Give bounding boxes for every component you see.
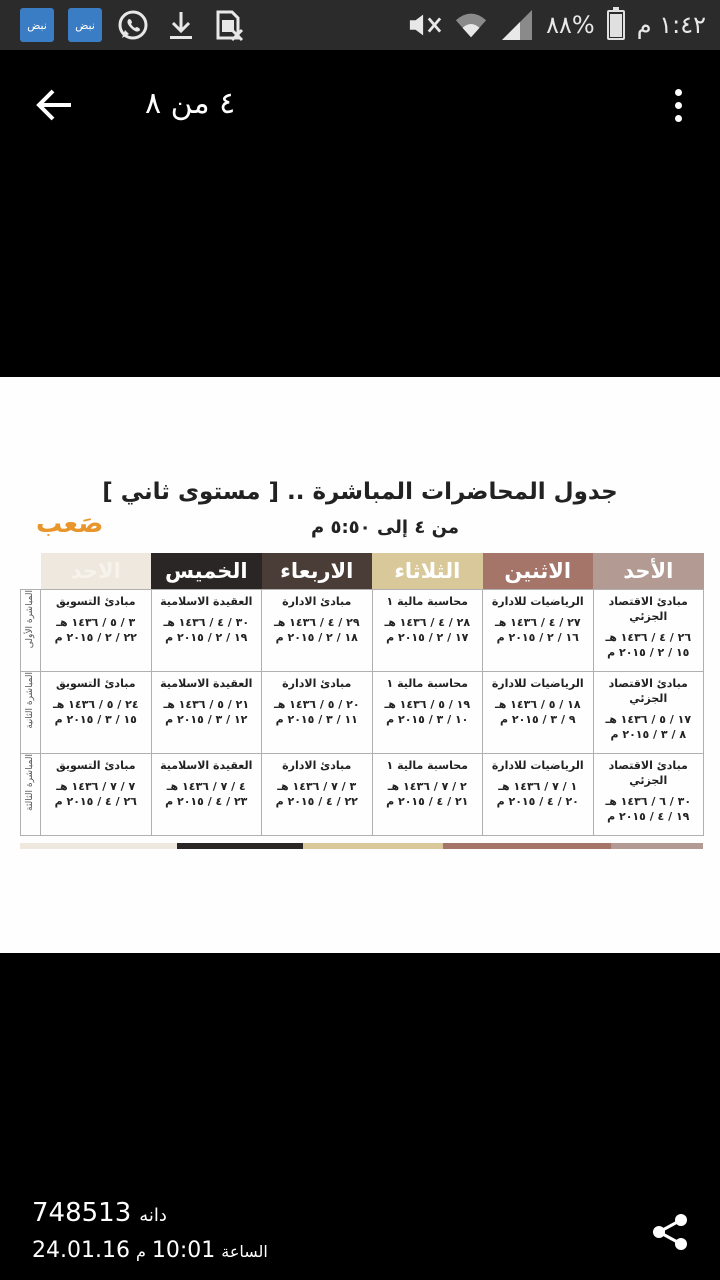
more-vert-icon bbox=[675, 89, 682, 96]
table-row bbox=[21, 753, 704, 835]
gregorian-date: ٢٠ / ٤ / ٢٠١٥ م bbox=[496, 794, 579, 808]
row-label bbox=[21, 671, 41, 753]
gregorian-date: ١٠ / ٣ / ٢٠١٥ م bbox=[386, 712, 469, 726]
hijri-date: ١ / ٧ / ١٤٣٦ هـ bbox=[498, 779, 578, 793]
course-name: محاسبة مالية ١ bbox=[386, 676, 468, 690]
course-name: محاسبة مالية ١ bbox=[386, 758, 468, 772]
battery-percent: ٨٨% bbox=[546, 11, 595, 39]
course-name: مبادئ التسويق bbox=[55, 594, 136, 608]
course-name: مبادئ الاقتصاد الجزئي bbox=[608, 758, 688, 787]
hijri-date: ٢ / ٧ / ١٤٣٦ هـ bbox=[387, 779, 467, 793]
hijri-date: ٧ / ٧ / ١٤٣٦ هـ bbox=[56, 779, 136, 793]
share-button[interactable] bbox=[650, 1212, 690, 1252]
gregorian-date: ١٥ / ٢ / ٢٠١٥ م bbox=[607, 645, 690, 659]
time-word: الساعة bbox=[221, 1242, 268, 1261]
points-row bbox=[32, 1198, 167, 1228]
color-stripe bbox=[443, 843, 611, 849]
course-name: العقيدة الاسلامية bbox=[160, 758, 253, 772]
post-datetime bbox=[32, 1238, 274, 1263]
schedule-subtitle: من ٤ إلى ٥:٥٠ م bbox=[311, 517, 459, 538]
lecture-cell bbox=[483, 671, 594, 753]
lecture-cell bbox=[262, 589, 373, 671]
gregorian-date: ٢٦ / ٤ / ٢٠١٥ م bbox=[54, 794, 137, 808]
hijri-date: ١٨ / ٥ / ١٤٣٦ هـ bbox=[494, 697, 581, 711]
hijri-date: ٢٤ / ٥ / ١٤٣٦ هـ bbox=[52, 697, 139, 711]
course-name: الرياضيات للادارة bbox=[491, 676, 584, 690]
hijri-date: ٢٨ / ٤ / ١٤٣٦ هـ bbox=[384, 615, 471, 629]
schedule-title: جدول المحاضرات المباشرة .. [ مستوى ثاني ] bbox=[102, 479, 618, 505]
lecture-cell bbox=[483, 589, 594, 671]
gregorian-date: ٢٢ / ٤ / ٢٠١٥ م bbox=[275, 794, 358, 808]
hijri-date: ٢٧ / ٤ / ١٤٣٦ هـ bbox=[494, 615, 581, 629]
course-name: مبادئ الادارة bbox=[282, 676, 352, 690]
row-label bbox=[21, 753, 41, 835]
row-label bbox=[21, 589, 41, 671]
gregorian-date: ٢١ / ٤ / ٢٠١٥ م bbox=[386, 794, 469, 808]
day-header: الاربعاء bbox=[262, 553, 373, 589]
wifi-icon bbox=[454, 8, 488, 42]
time-ampm: م bbox=[135, 1242, 146, 1261]
course-name: مبادئ الادارة bbox=[282, 758, 352, 772]
lecture-cell bbox=[593, 753, 704, 835]
lecture-cell bbox=[372, 753, 483, 835]
course-name: مبادئ الاقتصاد الجزئي bbox=[608, 594, 688, 623]
hijri-date: ٢٠ / ٥ / ١٤٣٦ هـ bbox=[273, 697, 360, 711]
notification-icons bbox=[20, 6, 246, 44]
image-counter: ٤ من ٨ bbox=[145, 86, 236, 121]
more-options-button[interactable] bbox=[666, 80, 690, 130]
gregorian-date: ١٦ / ٢ / ٢٠١٥ م bbox=[496, 630, 579, 644]
whatsapp-icon bbox=[116, 8, 150, 42]
hijri-date: ٣ / ٧ / ١٤٣٦ هـ bbox=[277, 779, 357, 793]
lecture-cell bbox=[483, 753, 594, 835]
color-stripe bbox=[303, 843, 443, 849]
battery-level bbox=[610, 14, 622, 37]
hijri-date: ٤ / ٧ / ١٤٣٦ هـ bbox=[166, 779, 246, 793]
nabd-app-icon: نبض bbox=[68, 8, 102, 42]
day-header: الثلاثاء bbox=[372, 553, 483, 589]
day-header: الخميس bbox=[151, 553, 262, 589]
course-name: محاسبة مالية ١ bbox=[386, 594, 468, 608]
hijri-date: ١٩ / ٥ / ١٤٣٦ هـ bbox=[384, 697, 471, 711]
course-name: العقيدة الاسلامية bbox=[160, 594, 253, 608]
hijri-date: ٣ / ٥ / ١٤٣٦ هـ bbox=[56, 615, 136, 629]
color-stripe bbox=[611, 843, 703, 849]
day-header: الأحد bbox=[593, 553, 704, 589]
course-name: الرياضيات للادارة bbox=[491, 758, 584, 772]
clock: ١:٤٢ م bbox=[636, 11, 706, 39]
course-name: الرياضيات للادارة bbox=[491, 594, 584, 608]
header-spacer bbox=[21, 553, 41, 589]
lecture-cell bbox=[41, 671, 152, 753]
battery-icon bbox=[607, 10, 625, 40]
post-date: 24.01.16 bbox=[32, 1238, 130, 1263]
gregorian-date: ١٢ / ٣ / ٢٠١٥ م bbox=[165, 712, 248, 726]
course-name: العقيدة الاسلامية bbox=[160, 676, 253, 690]
points-unit: دانه bbox=[139, 1205, 167, 1226]
gregorian-date: ٩ / ٣ / ٢٠١٥ م bbox=[499, 712, 576, 726]
back-arrow-icon bbox=[35, 87, 75, 123]
hijri-date: ٢٦ / ٤ / ١٤٣٦ هـ bbox=[605, 630, 692, 644]
hijri-date: ٢١ / ٥ / ١٤٣٦ هـ bbox=[163, 697, 250, 711]
lecture-cell bbox=[151, 589, 262, 671]
schedule-image[interactable] bbox=[0, 377, 720, 953]
row-label-text: المباشرة الثالثة bbox=[25, 753, 35, 811]
gregorian-date: ٢٣ / ٤ / ٢٠١٥ م bbox=[165, 794, 248, 808]
row-label-text: المباشرة الثانية bbox=[25, 671, 35, 729]
lecture-cell bbox=[593, 671, 704, 753]
lecture-cell bbox=[41, 589, 152, 671]
gregorian-date: ١١ / ٣ / ٢٠١٥ م bbox=[275, 712, 358, 726]
brand-logo: صَعب bbox=[36, 509, 104, 539]
gregorian-date: ٨ / ٣ / ٢٠١٥ م bbox=[610, 727, 687, 741]
day-header-row bbox=[21, 553, 704, 589]
download-icon bbox=[164, 8, 198, 42]
app-bar bbox=[0, 50, 720, 160]
hijri-date: ٣٠ / ٦ / ١٤٣٦ هـ bbox=[605, 794, 692, 808]
lecture-cell bbox=[593, 589, 704, 671]
lecture-cell bbox=[151, 671, 262, 753]
color-stripe bbox=[20, 843, 180, 849]
gregorian-date: ١٩ / ٤ / ٢٠١٥ م bbox=[607, 809, 690, 823]
post-time: 10:01 bbox=[151, 1238, 216, 1263]
row-label-text: المباشرة الأولى bbox=[25, 589, 35, 648]
lecture-cell bbox=[262, 671, 373, 753]
lecture-cell bbox=[372, 589, 483, 671]
hijri-date: ٣٠ / ٤ / ١٤٣٦ هـ bbox=[163, 615, 250, 629]
course-name: مبادئ الاقتصاد الجزئي bbox=[608, 676, 688, 705]
mute-icon bbox=[408, 8, 442, 42]
course-name: مبادئ التسويق bbox=[55, 676, 136, 690]
course-name: مبادئ الادارة bbox=[282, 594, 352, 608]
day-header: الاثنين bbox=[483, 553, 594, 589]
gregorian-date: ١٩ / ٢ / ٢٠١٥ م bbox=[165, 630, 248, 644]
gregorian-date: ٢٢ / ٢ / ٢٠١٥ م bbox=[54, 630, 137, 644]
table-row bbox=[21, 671, 704, 753]
lecture-cell bbox=[372, 671, 483, 753]
system-icons bbox=[408, 6, 706, 44]
image-info-bar bbox=[0, 1190, 720, 1280]
hijri-date: ٢٩ / ٤ / ١٤٣٦ هـ bbox=[273, 615, 360, 629]
table-row bbox=[21, 589, 704, 671]
lecture-cell bbox=[262, 753, 373, 835]
lecture-cell bbox=[41, 753, 152, 835]
back-button[interactable] bbox=[30, 80, 80, 130]
course-name: مبادئ التسويق bbox=[55, 758, 136, 772]
gregorian-date: ١٨ / ٢ / ٢٠١٥ م bbox=[275, 630, 358, 644]
color-stripe bbox=[177, 843, 303, 849]
sim-error-icon bbox=[212, 8, 246, 42]
nabd-app-icon: نبض bbox=[20, 8, 54, 42]
day-header: الاحد bbox=[41, 553, 152, 589]
schedule-table bbox=[20, 553, 704, 836]
points-value: 748513 bbox=[32, 1198, 132, 1228]
status-bar bbox=[0, 0, 720, 50]
lecture-cell bbox=[151, 753, 262, 835]
share-icon bbox=[650, 1212, 690, 1252]
gregorian-date: ١٥ / ٣ / ٢٠١٥ م bbox=[54, 712, 137, 726]
gregorian-date: ١٧ / ٢ / ٢٠١٥ م bbox=[386, 630, 469, 644]
signal-icon bbox=[500, 8, 534, 42]
hijri-date: ١٧ / ٥ / ١٤٣٦ هـ bbox=[605, 712, 692, 726]
